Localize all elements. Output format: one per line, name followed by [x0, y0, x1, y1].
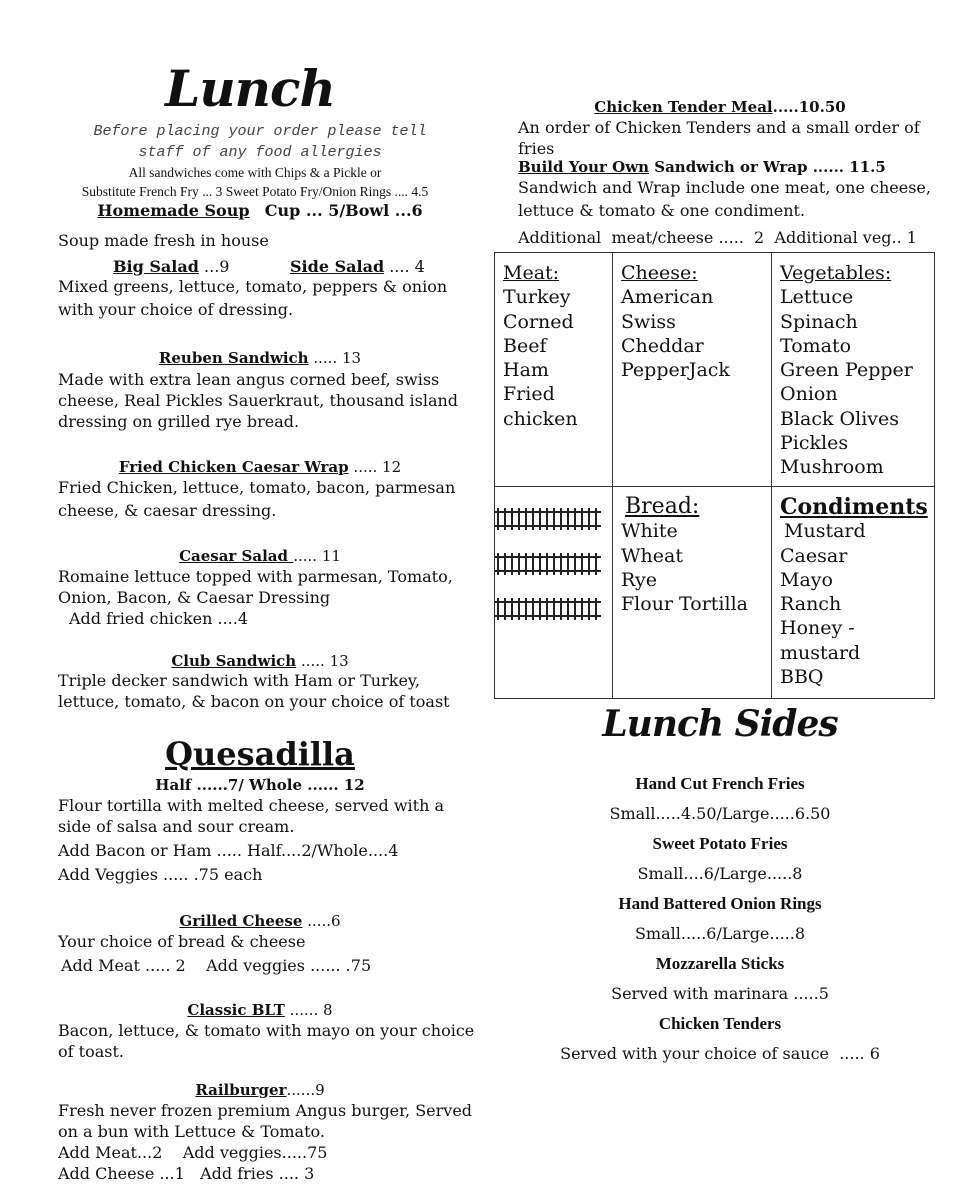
cheese-cell	[621, 261, 730, 382]
tender-meal-desc-line: An order of Chicken Tenders and a small order of	[518, 118, 920, 137]
table-divider	[771, 253, 772, 698]
tender-meal-name: Chicken Tender Meal	[594, 98, 773, 116]
blt-price: ...... 8	[289, 1001, 333, 1019]
reuben-price: ..... 13	[313, 349, 362, 367]
condiment-item: mustard	[780, 641, 861, 664]
table-divider	[495, 486, 934, 487]
meat-item: Ham	[503, 359, 549, 382]
reuben-heading	[40, 348, 480, 368]
allergy-note-line: Before placing your order please tell	[93, 123, 427, 140]
vegetable-item: Lettuce	[780, 286, 854, 309]
meat-header: Meat:	[503, 262, 560, 284]
blt-desc	[58, 1020, 474, 1062]
salad-desc-line: Mixed greens, lettuce, tomato, peppers & onion	[58, 277, 448, 296]
big-salad-price: ...9	[204, 257, 230, 276]
blt-heading	[40, 1000, 480, 1020]
quesadilla-desc-line: side of salsa and sour cream.	[58, 817, 295, 836]
meat-item: chicken	[503, 407, 578, 430]
grilled-cheese-price: .....6	[307, 912, 341, 930]
reuben-name: Reuben Sandwich	[158, 349, 309, 367]
meat-item: Fried	[503, 383, 555, 406]
vegetable-item: Spinach	[780, 310, 858, 333]
sides-list	[520, 769, 920, 1069]
condiment-item: Mustard	[784, 520, 866, 543]
blt-desc-line: of toast.	[58, 1042, 124, 1061]
side-detail: Small.....6/Large.....8	[634, 924, 806, 943]
big-salad-name: Big Salad	[113, 257, 199, 276]
meat-item: Corned	[503, 310, 574, 333]
vegetables-cell	[780, 261, 913, 480]
vegetable-item: Tomato	[780, 334, 852, 357]
lunch-sides-title: Lunch Sides	[602, 703, 838, 745]
build-desc-line: lettuce & tomato & one condiment.	[518, 201, 806, 220]
bread-item: Wheat	[621, 544, 683, 567]
soup-name: Homemade Soup	[97, 201, 250, 220]
quesadilla-price: Half ......7/ Whole ...... 12	[155, 776, 365, 794]
vegetable-item: Onion	[780, 383, 838, 406]
build-additional: Additional meat/cheese ..... 2 Additional veg.. 1	[518, 228, 917, 247]
railburger-name: Railburger	[195, 1081, 287, 1099]
sandwich-note	[20, 163, 490, 201]
vegetable-item: Pickles	[780, 432, 849, 455]
caesar-salad-desc	[58, 566, 453, 629]
meat-cell	[503, 261, 578, 431]
vegetable-item: Black Olives	[780, 407, 900, 430]
condiment-item: BBQ	[780, 666, 824, 689]
railroad-track-icon	[495, 505, 601, 533]
tender-meal-desc	[518, 117, 920, 159]
blt-name: Classic BLT	[187, 1001, 285, 1019]
caesar-salad-desc-line: Romaine lettuce topped with parmesan, Tomato,	[58, 567, 453, 586]
soup-heading	[40, 200, 480, 221]
side-name: Sweet Potato Fries	[652, 834, 788, 853]
railburger-price: ......9	[286, 1081, 325, 1099]
railburger-heading	[40, 1080, 480, 1100]
sandwich-note-line: All sandwiches come with Chips & a Pickle or	[128, 165, 382, 180]
side-salad	[290, 256, 425, 277]
bread-item: Rye	[621, 568, 657, 591]
railburger-desc-line: Fresh never frozen premium Angus burger, Served	[58, 1101, 473, 1120]
club-desc	[58, 670, 450, 712]
bread-header: Bread:	[625, 494, 700, 519]
caesar-wrap-price: ..... 12	[353, 458, 402, 476]
blt-desc-line: Bacon, lettuce, & tomato with mayo on your choice	[58, 1021, 475, 1040]
side-salad-price: .... 4	[389, 257, 425, 276]
caesar-wrap-heading	[40, 457, 480, 477]
bread-item: Flour Tortilla	[621, 593, 748, 616]
railburger-desc-line: on a bun with Lettuce & Tomato.	[58, 1122, 325, 1141]
club-name: Club Sandwich	[171, 652, 297, 670]
reuben-desc-line: dressing on grilled rye bread.	[58, 412, 300, 431]
build-name: Build Your Own	[518, 158, 650, 176]
build-desc	[518, 177, 931, 248]
side-salad-name: Side Salad	[290, 257, 385, 276]
build-desc-line: Sandwich and Wrap include one meat, one cheese,	[518, 178, 931, 197]
side-name: Hand Battered Onion Rings	[618, 894, 822, 913]
sandwich-note-line: Substitute French Fry ... 3 Sweet Potato Fry/Onion Rings .... 4.5	[81, 184, 429, 199]
side-name: Hand Cut French Fries	[635, 774, 805, 793]
club-price: ..... 13	[300, 652, 349, 670]
side-detail: Small....6/Large.....8	[637, 864, 803, 883]
side-detail: Served with your choice of sauce ..... 6	[560, 1044, 880, 1063]
caesar-salad-name: Caesar Salad	[179, 547, 294, 565]
bread-item: White	[621, 520, 678, 543]
vegetable-item: Mushroom	[780, 456, 884, 479]
reuben-desc-line: cheese, Real Pickles Sauerkraut, thousand island	[58, 391, 459, 410]
railburger-addon: Add Cheese ...1 Add fries .... 3	[58, 1164, 315, 1183]
side-detail: Served with marinara .....5	[611, 984, 829, 1003]
salad-desc	[58, 276, 447, 320]
grilled-cheese-addon: Add Meat ..... 2 Add veggies ...... .75	[61, 956, 372, 975]
railroad-track-icon	[495, 550, 601, 578]
condiment-item: Honey -	[780, 617, 855, 640]
caesar-salad-desc-line: Onion, Bacon, & Caesar Dressing	[58, 588, 331, 607]
condiment-item: Mayo	[780, 568, 833, 591]
grilled-cheese-desc	[58, 931, 371, 976]
quesadilla-desc	[58, 795, 444, 885]
club-desc-line: Triple decker sandwich with Ham or Turkey,	[58, 671, 420, 690]
condiment-item: Ranch	[780, 593, 842, 616]
caesar-salad-addon: Add fried chicken ....4	[69, 609, 249, 628]
reuben-desc-line: Made with extra lean angus corned beef, swiss	[58, 370, 440, 389]
big-salad	[113, 256, 229, 277]
cheese-item: Swiss	[621, 310, 676, 333]
condiment-item: Caesar	[780, 544, 848, 567]
side-detail: Small.....4.50/Large.....6.50	[609, 804, 831, 823]
railburger-addon: Add Meat...2 Add veggies.....75	[58, 1143, 328, 1162]
quesadilla-title: Quesadilla	[165, 735, 355, 773]
cheese-item: PepperJack	[621, 359, 730, 382]
build-heading	[518, 157, 886, 177]
vegetables-header: Vegetables:	[780, 262, 892, 284]
meat-item: Beef	[503, 334, 547, 357]
soup-price: Cup ... 5/Bowl ...6	[264, 201, 423, 220]
caesar-salad-price: ..... 11	[293, 547, 341, 565]
railburger-desc	[58, 1100, 472, 1184]
club-heading	[40, 651, 480, 671]
caesar-wrap-name: Fried Chicken Caesar Wrap	[118, 458, 349, 476]
condiments-cell	[780, 495, 928, 689]
meat-item: Turkey	[503, 286, 571, 309]
lunch-title: Lunch	[165, 59, 335, 118]
side-name: Chicken Tenders	[658, 1014, 782, 1033]
allergy-note	[40, 121, 480, 163]
table-divider	[612, 253, 613, 698]
bread-cell	[621, 495, 748, 616]
condiments-header: Condiments	[780, 494, 928, 520]
cheese-item: Cheddar	[621, 334, 704, 357]
railroad-track-icon	[495, 595, 601, 623]
tender-meal-heading	[520, 97, 920, 117]
build-your-own-table	[494, 252, 935, 699]
club-desc-line: lettuce, tomato, & bacon on your choice of toast	[58, 692, 450, 711]
caesar-salad-heading	[40, 546, 480, 566]
side-name: Mozzarella Sticks	[655, 954, 785, 973]
grilled-cheese-name: Grilled Cheese	[179, 912, 303, 930]
quesadilla-addon: Add Veggies ..... .75 each	[58, 865, 263, 884]
cheese-header: Cheese:	[621, 262, 698, 284]
caesar-wrap-desc-line: Fried Chicken, lettuce, tomato, bacon, parmesan	[58, 478, 456, 497]
vegetable-item: Green Pepper	[780, 359, 913, 382]
soup-desc: Soup made fresh in house	[58, 231, 269, 250]
quesadilla-desc-line: Flour tortilla with melted cheese, served with a	[58, 796, 445, 815]
grilled-cheese-desc-line: Your choice of bread & cheese	[58, 932, 306, 951]
reuben-desc	[58, 369, 458, 432]
allergy-note-line: staff of any food allergies	[138, 144, 382, 161]
build-price: Sandwich or Wrap ...... 11.5	[649, 158, 886, 176]
tender-meal-desc-line: fries	[518, 139, 555, 158]
quesadilla-addon: Add Bacon or Ham ..... Half....2/Whole....4	[58, 841, 399, 860]
caesar-wrap-desc-line: cheese, & caesar dressing.	[58, 501, 277, 520]
cheese-item: American	[621, 286, 714, 309]
tender-meal-price: .....10.50	[772, 98, 846, 116]
grilled-cheese-heading	[40, 911, 480, 931]
salad-desc-line: with your choice of dressing.	[58, 300, 294, 319]
caesar-wrap-desc	[58, 477, 455, 521]
